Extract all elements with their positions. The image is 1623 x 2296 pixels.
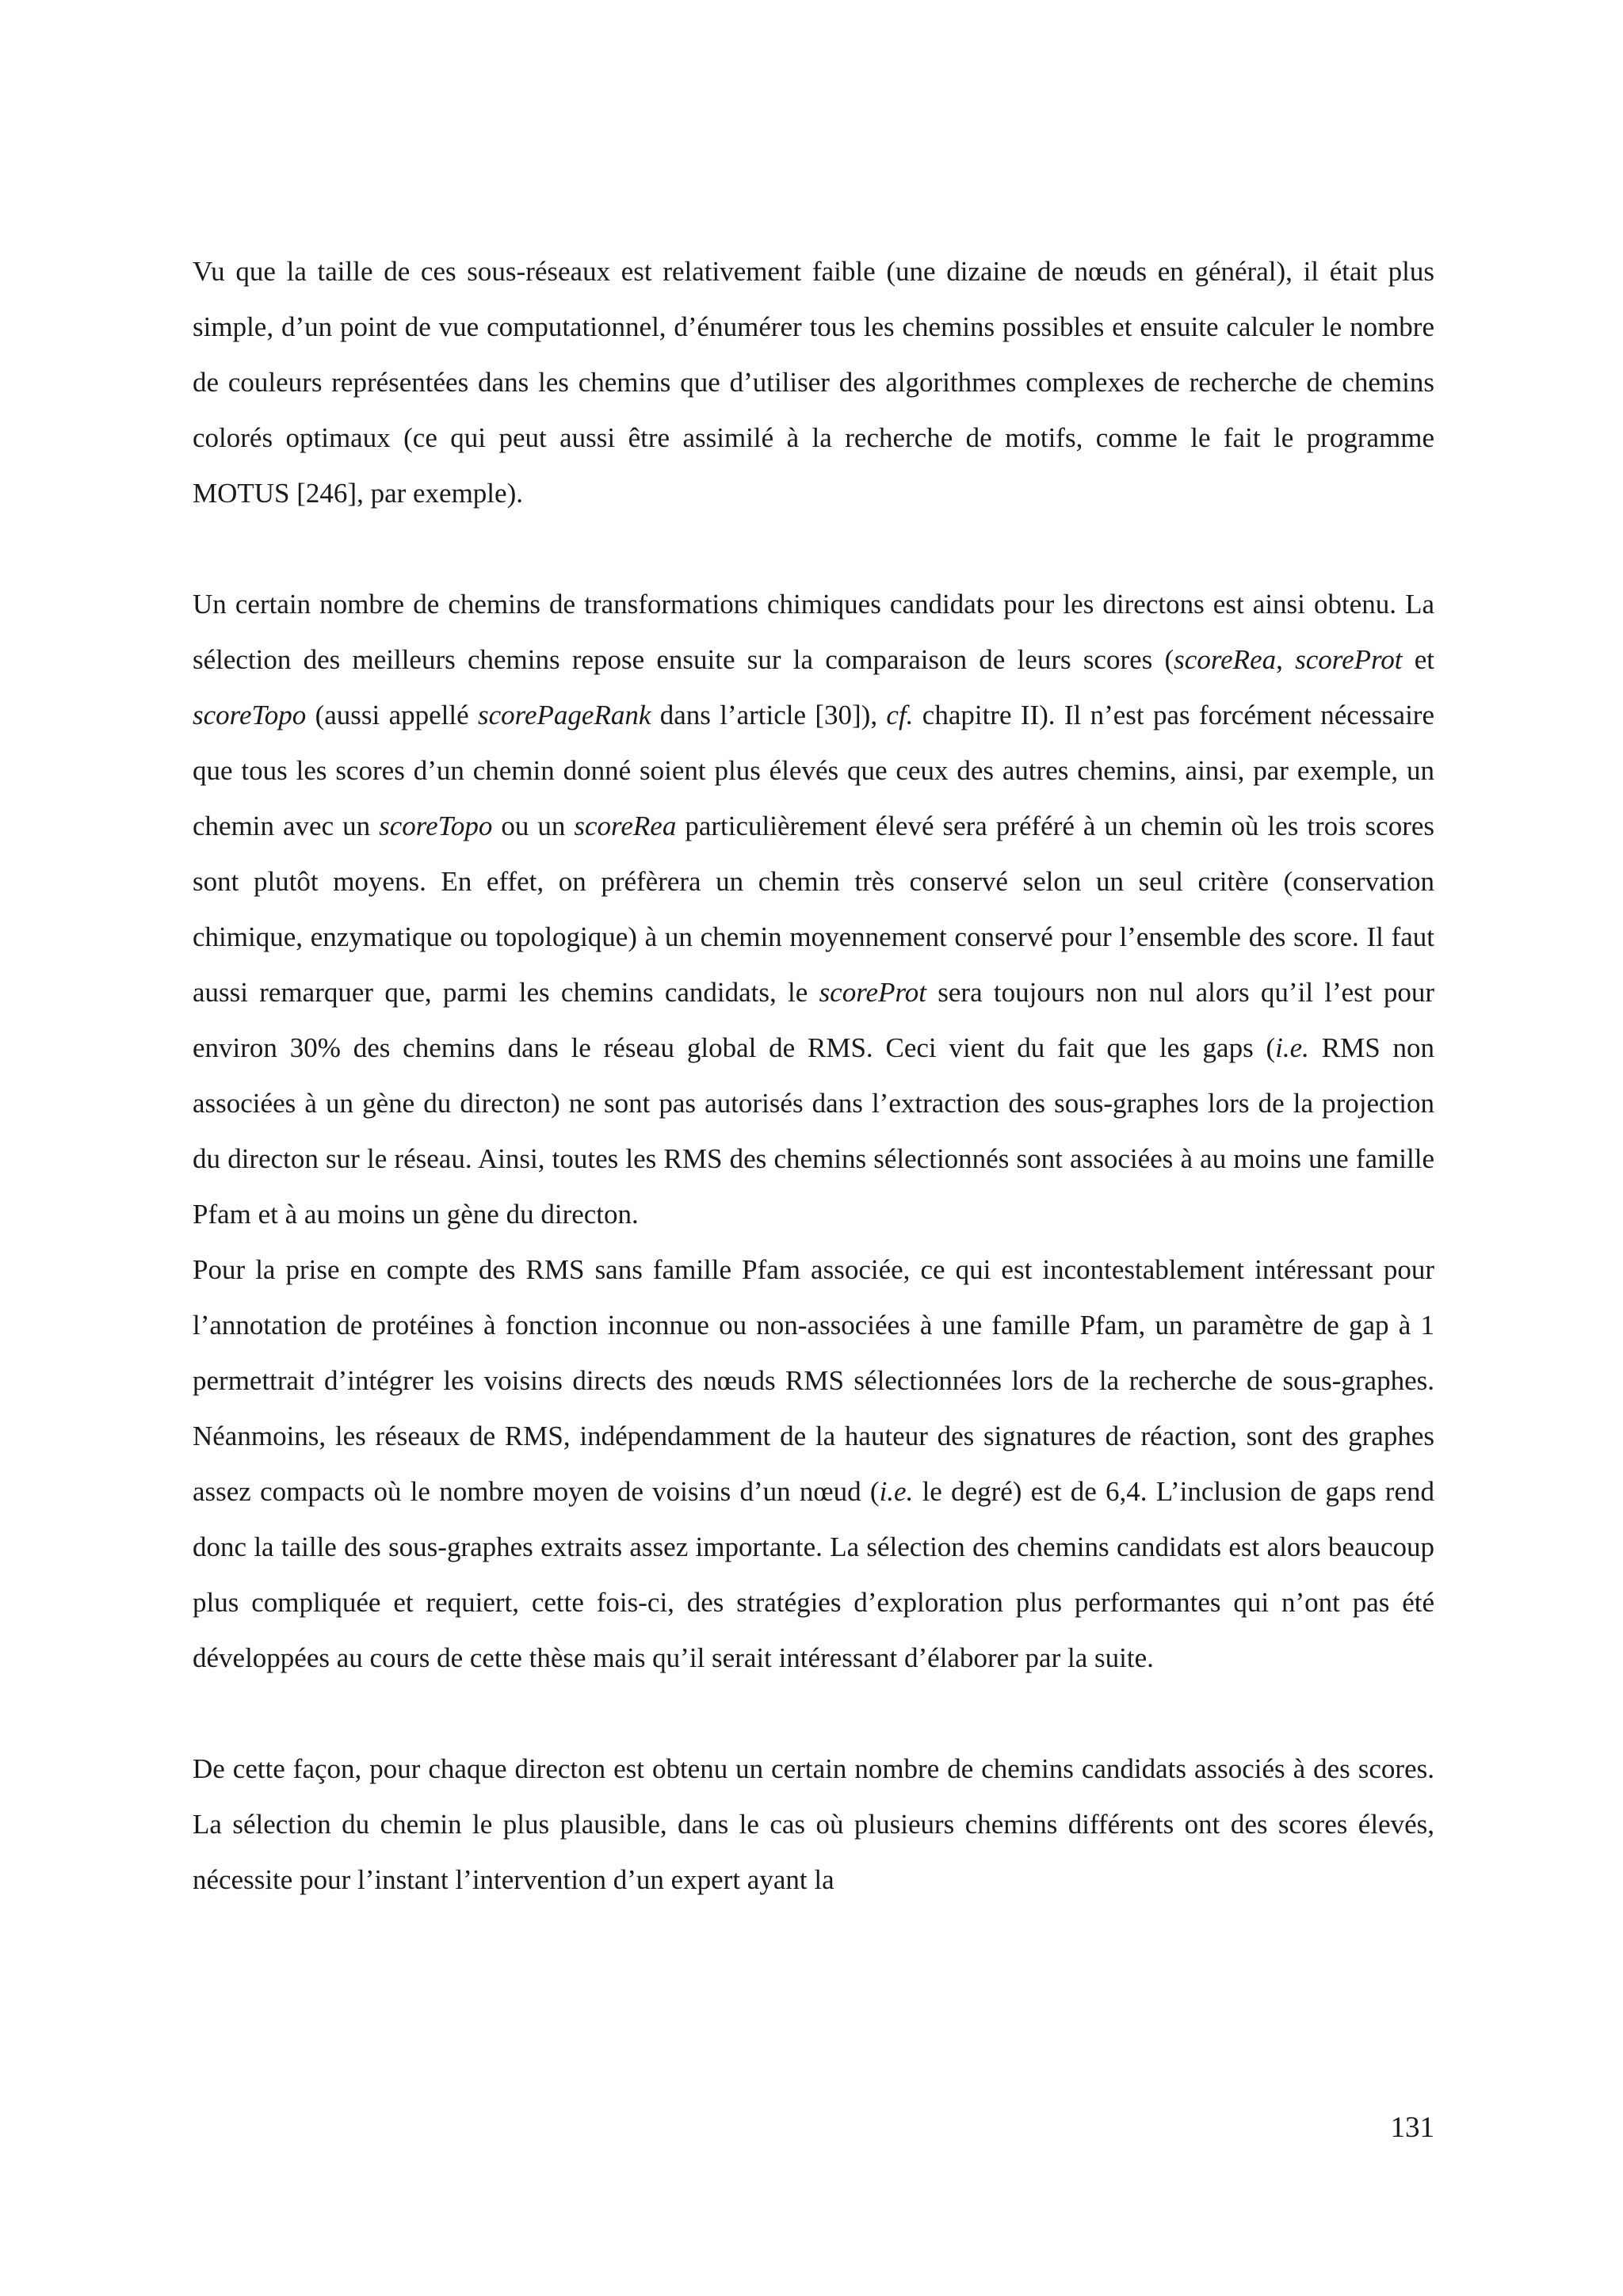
italic-term: scoreProt xyxy=(819,977,926,1008)
text-run: (aussi appellé xyxy=(306,700,479,730)
italic-term: scoreRea xyxy=(574,810,677,841)
page-number: 131 xyxy=(1390,2111,1434,2144)
page-body xyxy=(193,244,1434,1908)
text-run: et xyxy=(1402,644,1435,675)
italic-term: scoreTopo xyxy=(379,810,493,841)
italic-term: scoreTopo xyxy=(193,700,307,730)
text-run: sera toujours non nul alors qu’il l’est pour environ 30% des chemins dans le réseau global de RMS. Ceci vient du fait que les gaps ( xyxy=(193,977,1434,1063)
text-run: Un certain nombre de chemins de transformations chimiques candidats pour les directons est ainsi obtenu. La sélection des meilleurs chemins repose ensuite sur la comparaison de leurs scores ( xyxy=(193,589,1434,675)
text-run: chapitre II). Il n’est pas forcément nécessaire que tous les scores d’un chemin donné soient plus élevés que ceux des autres chemins, ainsi, par exemple, un chemin avec un xyxy=(193,700,1434,841)
text-run: RMS non associées à un gène du directon) ne sont pas autorisés dans l’extraction des sous-graphes lors de la projection du directon sur le réseau. Ainsi, toutes les RMS des chemins sélectionnés sont associées à au moins une famille Pfam et à au moins un gène du directon. xyxy=(193,1032,1434,1230)
italic-term: scorePageRank xyxy=(478,700,651,730)
italic-term: scoreRea xyxy=(1174,644,1277,675)
paragraph-4 xyxy=(193,1741,1434,1908)
italic-term: i.e. xyxy=(879,1476,914,1507)
paragraph-1 xyxy=(193,244,1434,521)
paragraph-2 xyxy=(193,577,1434,1242)
text-run: dans l’article [30]), xyxy=(651,700,887,730)
italic-term: cf. xyxy=(886,700,914,730)
text-run: le degré) est de 6,4. L’inclusion de gaps rend donc la taille des sous-graphes extraits assez importante. La sélection des chemins candidats est alors beaucoup plus compliquée et requiert, cette fois-ci, des stratégies d’exploration plus performantes qui n’ont pas été développées au cours de cette thèse mais qu’il serait intéressant d’élaborer par la suite. xyxy=(193,1476,1434,1673)
paragraph-3 xyxy=(193,1242,1434,1686)
text-run: , xyxy=(1276,644,1296,675)
text-run: De cette façon, pour chaque directon est obtenu un certain nombre de chemins candidats associés à des scores. La sélection du chemin le plus plausible, dans le cas où plusieurs chemins différents ont des scores élevés, nécessite pour l’instant l’intervention d’un expert ayant la xyxy=(193,1753,1434,1895)
text-run: Pour la prise en compte des RMS sans famille Pfam associée, ce qui est incontestablement intéressant pour l’annotation de protéines à fonction inconnue ou non-associées à une famille Pfam, un paramètre de gap à 1 permettrait d’intégrer les voisins directs des nœuds RMS sélectionnées lors de la recherche de sous-graphes. Néanmoins, les réseaux de RMS, indépendamment de la hauteur des signatures de réaction, sont des graphes assez compacts où le nombre moyen de voisins d’un nœud ( xyxy=(193,1254,1434,1507)
text-run: ou un xyxy=(492,810,575,841)
italic-term: scoreProt xyxy=(1295,644,1403,675)
text-run: particulièrement élevé sera préféré à un chemin où les trois scores sont plutôt moyens. En effet, on préfèrera un chemin très conservé selon un seul critère (conservation chimique, enzymatique ou topologique) à un chemin moyennement conservé pour l’ensemble des score. Il faut aussi remarquer que, parmi les chemins candidats, le xyxy=(193,810,1435,1008)
italic-term: i.e. xyxy=(1275,1032,1309,1063)
text-run: Vu que la taille de ces sous-réseaux est relativement faible (une dizaine de nœuds en général), il était plus simple, d’un point de vue computationnel, d’énumérer tous les chemins possibles et ensuite calculer le nombre de couleurs représentées dans les chemins que d’utiliser des algorithmes complexes de recherche de chemins colorés optimaux (ce qui peut aussi être assimilé à la recherche de motifs, comme le fait le programme MOTUS [246], par exemple). xyxy=(193,256,1434,509)
